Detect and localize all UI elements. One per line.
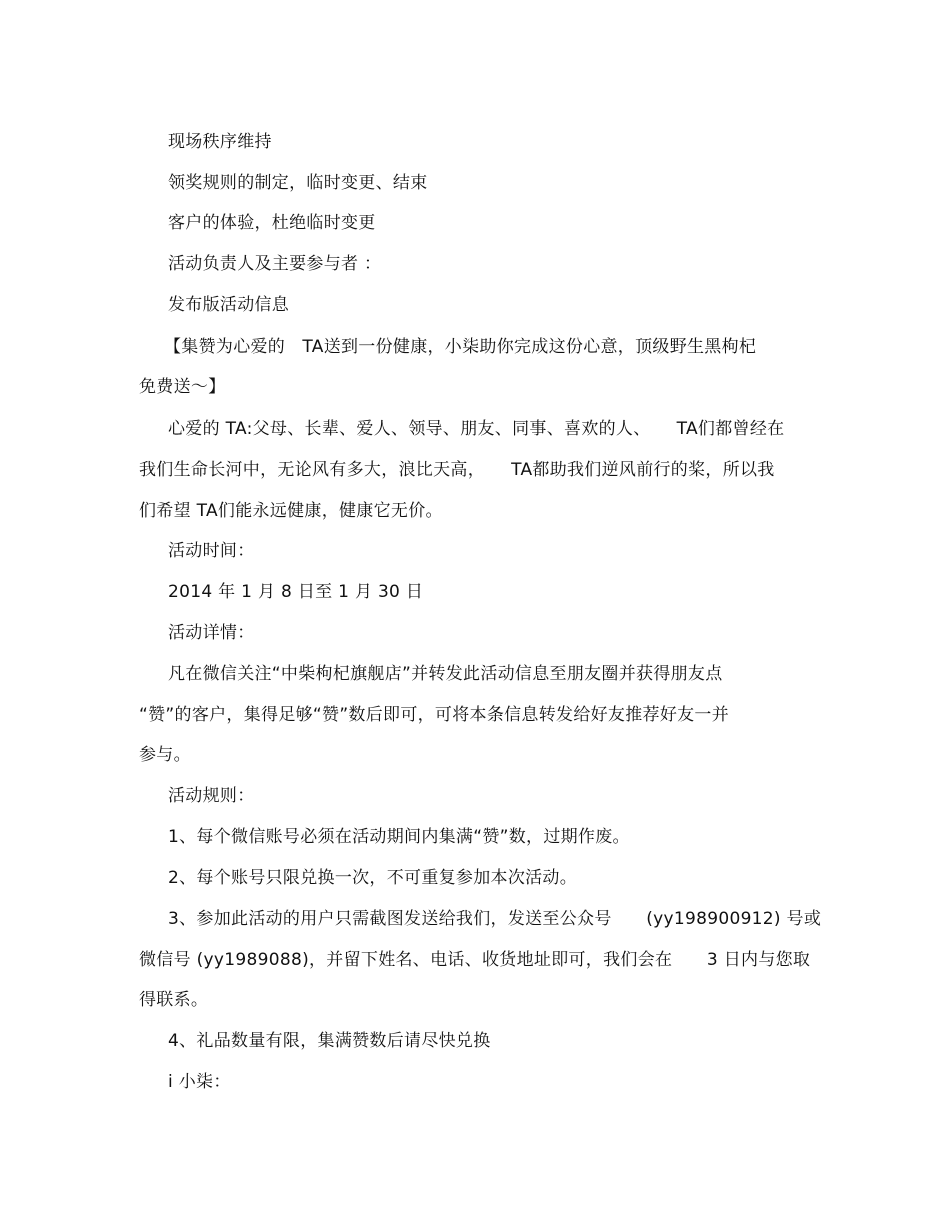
text-line-13: 活动详情： bbox=[168, 623, 255, 643]
text-line-14: 凡在微信关注“中柴枸杞旗舰店”并转发此活动信息至朋友圈并获得朋友点 bbox=[168, 664, 723, 684]
text-line-15: “赞”的客户，集得足够“赞”数后即可，可将本条信息转发给好友推荐好友一并 bbox=[139, 705, 730, 725]
text-line-5: 发布版活动信息 bbox=[168, 295, 290, 315]
text-line-12: 2014 年 1 月 8 日至 1 月 30 日 bbox=[168, 582, 424, 602]
text-line-22: 得联系。 bbox=[139, 990, 209, 1010]
text-line-11: 活动时间： bbox=[168, 541, 255, 561]
text-line-18: 1、每个微信账号必须在活动期间内集满“赞”数，过期作废。 bbox=[168, 827, 630, 847]
text-line-23: 4、礼品数量有限，集满赞数后请尽快兑换 bbox=[168, 1031, 491, 1051]
text-line-1: 现场秩序维持 bbox=[168, 132, 272, 152]
text-line-2: 领奖规则的制定，临时变更、结束 bbox=[168, 173, 428, 193]
text-line-20: 3、参加此活动的用户只需截图发送给我们，发送至公众号 (yy198900912) 号或 bbox=[168, 909, 822, 929]
text-line-21: 微信号 (yy1989088)，并留下姓名、电话、收货地址即可，我们会在 3 日内与您取 bbox=[139, 950, 811, 970]
text-line-7: 免费送～】 bbox=[139, 377, 226, 397]
text-line-3: 客户的体验，杜绝临时变更 bbox=[168, 213, 376, 233]
text-line-8: 心爱的 TA:父母、长辈、爱人、领导、朋友、同事、喜欢的人、 TA们都曾经在 bbox=[168, 419, 785, 439]
text-line-19: 2、每个账号只限兑换一次，不可重复参加本次活动。 bbox=[168, 868, 578, 888]
text-line-16: 参与。 bbox=[139, 745, 191, 765]
text-line-10: 们希望 TA们能永远健康，健康它无价。 bbox=[139, 501, 443, 521]
text-line-17: 活动规则： bbox=[168, 786, 255, 806]
text-line-6: 【集赞为心爱的 TA送到一份健康，小柒助你完成这份心意，顶级野生黑枸杞 bbox=[164, 337, 757, 357]
text-line-9: 我们生命长河中，无论风有多大，浪比天高， TA都助我们逆风前行的桨，所以我 bbox=[139, 460, 775, 480]
text-line-24: i 小柒： bbox=[168, 1072, 231, 1092]
text-line-4: 活动负责人及主要参与者 ： bbox=[168, 254, 382, 274]
